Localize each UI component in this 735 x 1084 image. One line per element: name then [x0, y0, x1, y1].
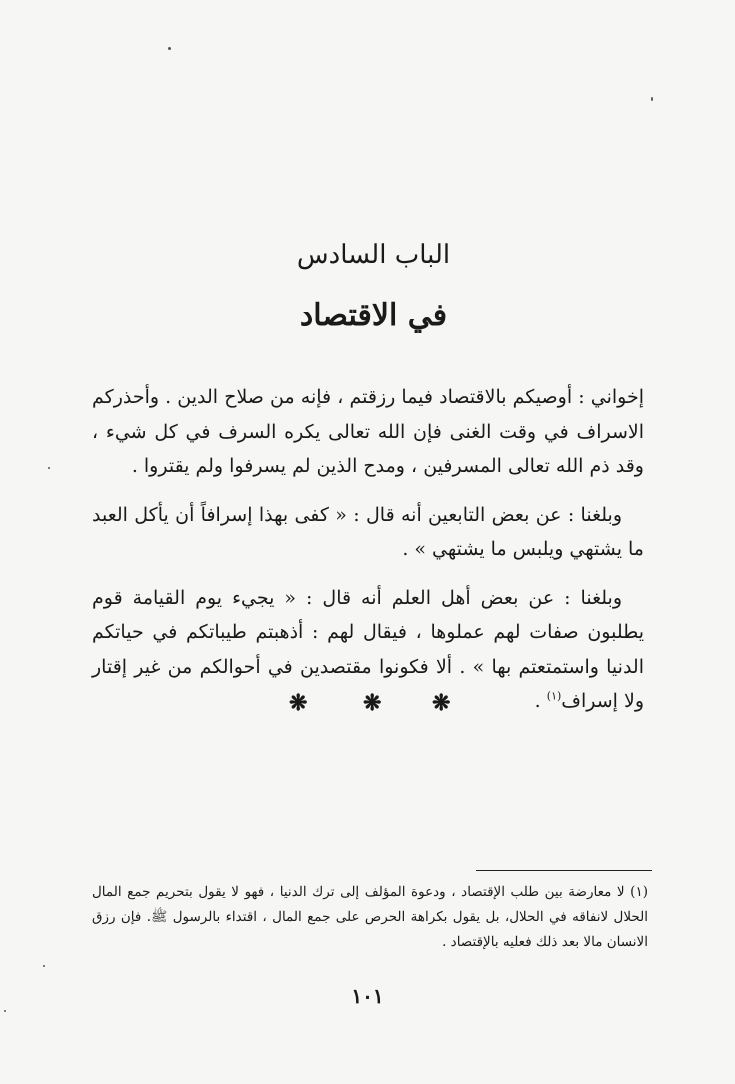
- ink-speck: [168, 47, 171, 50]
- paragraph-text: إخواني : أوصيكم بالاقتصاد فيما رزقتم ، فإنه من صلاح الدين . وأحذركم الاسراف في وقت الغنى فإن الله تعالى يكره السرف في كل شيء ، وقد ذم الله تعالى المسرفين ، ومدح الذين لم يسرفوا ولم يقتروا .: [92, 386, 644, 477]
- ink-speck: [651, 97, 653, 101]
- paragraph-1: [92, 380, 644, 484]
- ink-speck: [4, 1010, 6, 1012]
- footnote-divider: [476, 870, 652, 871]
- asterisk-icon: ❋: [363, 690, 382, 716]
- body-text: [92, 380, 644, 733]
- paragraph-text-end: .: [534, 690, 547, 712]
- section-separator: [0, 688, 735, 718]
- ink-speck: [43, 965, 45, 967]
- footnote-reference[interactable]: (١): [546, 689, 562, 703]
- chapter-subject: في الاقتصاد: [299, 298, 448, 333]
- ink-speck: [48, 467, 50, 469]
- asterisk-icon: ❋: [432, 690, 451, 716]
- paragraph-2: [92, 498, 644, 567]
- page-number: ١٠١: [351, 984, 384, 1008]
- paragraph-text: وبلغنا : عن بعض أهل العلم أنه قال : « يجيء يوم القيامة قوم يطلبون صفات لهم عملوها ، فيقال لهم : أذهبتم طيباتكم في حياتكم الدنيا واستمتعتم بها » . ألا فكونوا مقتصدين في أحوالكم من غير إقتار ولا إسراف: [92, 586, 644, 712]
- paragraph-text: وبلغنا : عن بعض التابعين أنه قال : « كفى بهذا إسرافاً أن يأكل العبد ما يشتهي ويلبس ما يشتهي » .: [92, 503, 644, 560]
- chapter-heading: الباب السادس: [296, 240, 451, 270]
- footnote: (١) لا معارضة بين طلب الإقتصاد ، ودعوة المؤلف إلى ترك الدنيا ، فهو لا يقول بتحريم جمع المال الحلال لانفاقه في الحلال، بل يقول بكراهة الحرص على جمع المال ، اقتداء بالرسول ﷺ. فإن رزق الانسان مالا بعد ذلك فعليه بالإقتصاد .: [92, 884, 648, 950]
- asterisk-icon: ❋: [289, 690, 308, 716]
